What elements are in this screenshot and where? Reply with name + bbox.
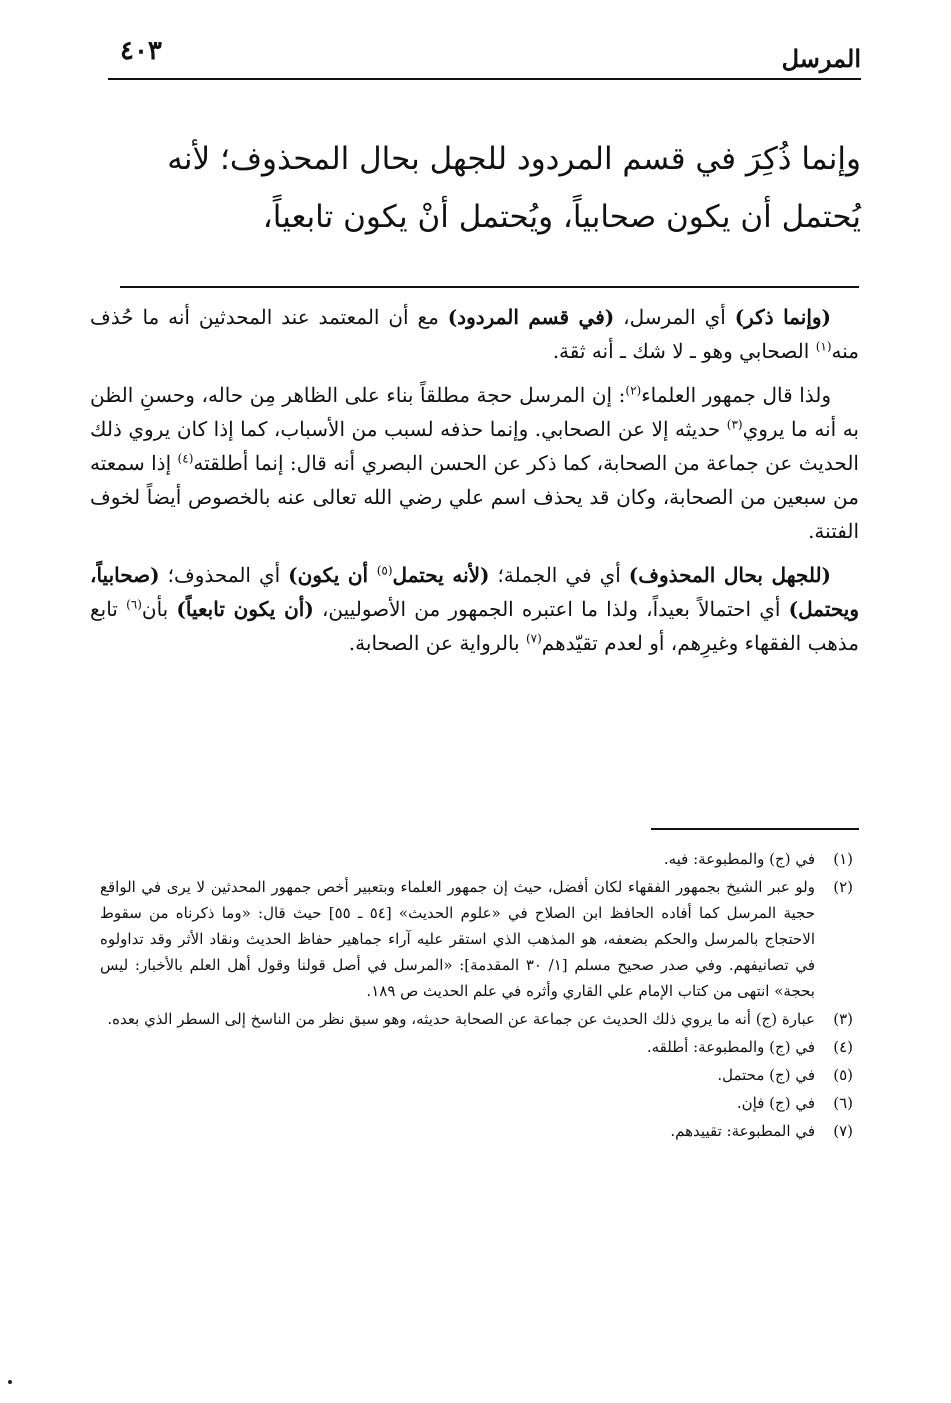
- main-text: [108, 130, 861, 246]
- page-number: ٤٠٣: [120, 36, 162, 66]
- running-header: [108, 28, 861, 80]
- footnote: [100, 1062, 853, 1088]
- footnote-text: في (ج) والمطبوعة: أطلقه.: [646, 1038, 815, 1056]
- footnote: [100, 846, 853, 872]
- quoted-phrase: (لأنه يحتمل: [392, 563, 490, 587]
- footnote: [100, 1034, 853, 1060]
- commentary-text: : إن المرسل حجة مطلقاً بناء على الظاهر مِن حاله، وحسنِ الظن به أنه ما يروي: [90, 383, 859, 441]
- footnote-marker: (١): [815, 339, 832, 354]
- commentary-text: أي في الجملة؛: [489, 563, 629, 587]
- footnote-number: (٣): [833, 1010, 853, 1028]
- footnote: [100, 874, 853, 1004]
- commentary-paragraph: [90, 558, 859, 660]
- commentary-text: مع أن المعتمد عند المحدثين أنه ما حُذف منه: [90, 305, 859, 363]
- footnote-marker: (٣): [726, 417, 743, 432]
- quoted-phrase: (صحابياً، ويحتمل): [90, 563, 859, 621]
- quoted-phrase: أن يكون): [288, 563, 377, 587]
- footnote-text: في (ج) محتمل.: [717, 1066, 815, 1084]
- chapter-title: المرسل: [781, 44, 861, 73]
- footnotes: [100, 846, 853, 1146]
- quoted-phrase: (في قسم المردود): [447, 305, 615, 329]
- quoted-phrase: (للجهل بحال المحذوف): [628, 563, 832, 587]
- quoted-phrase: (وإنما ذكر): [734, 305, 831, 329]
- main-text-line: يُحتمل أن يكون صحابياً، ويُحتمل أنْ يكون تابعياً،: [262, 199, 861, 235]
- commentary-text: حديثه إلا عن الصحابي. وإنما حذفه لسبب من الأسباب، كما إذا كان يروي ذلك الحديث عن جماعة من الصحابة، كما ذكر عن الحسن البصري أنه قال: إنما أطلقته: [90, 417, 859, 475]
- footnote-marker: (٦): [126, 597, 142, 612]
- footnote-number: (٧): [833, 1122, 853, 1140]
- footnote-marker: (٢): [625, 383, 642, 398]
- main-text-line: وإنما ذُكِرَ في قسم المردود للجهل بحال المحذوف؛ لأنه: [167, 141, 861, 177]
- footnote-number: (٤): [833, 1038, 853, 1056]
- commentary-text: ولذا قال جمهور العلماء: [641, 383, 831, 407]
- commentary-text: إذا سمعته من سبعين من الصحابة، وكان قد يحذف اسم علي رضي الله تعالى عنه بالخصوص أيضاً لخوف الفتنة.: [90, 451, 859, 543]
- footnote-rule: [651, 828, 859, 830]
- commentary: [90, 300, 859, 670]
- commentary-paragraph: [90, 300, 859, 368]
- footnote: [100, 1118, 853, 1144]
- footnote-marker: (٥): [376, 563, 393, 578]
- footnote-marker: (٧): [525, 631, 542, 646]
- footnote-text: في (ج) والمطبوعة: فيه.: [663, 850, 815, 868]
- footnote: [100, 1006, 853, 1032]
- footnote-text: في المطبوعة: تقييدهم.: [670, 1122, 815, 1140]
- footnote-marker: (٤): [177, 451, 194, 466]
- separator-rule: [120, 286, 859, 288]
- commentary-paragraph: [90, 378, 859, 548]
- commentary-text: الصحابي وهو ـ لا شك ـ أنه ثقة.: [552, 339, 816, 363]
- quoted-phrase: (أن يكون تابعياً): [176, 597, 314, 621]
- footnote-number: (٦): [833, 1094, 853, 1112]
- footnote-number: (٥): [833, 1066, 853, 1084]
- footnote-number: (١): [833, 850, 853, 868]
- footnote-text: عبارة (ج) أنه ما يروي ذلك الحديث عن جماعة عن الصحابة حديثه، وهو سبق نظر من الناسخ إلى السطر الذي بعده.: [107, 1010, 815, 1028]
- commentary-text: أي المحذوف؛: [159, 563, 289, 587]
- commentary-text: تابع مذهب الفقهاء وغيرِهم، أو لعدم تقيّدهم: [90, 597, 859, 655]
- scan-speck: [8, 1380, 12, 1384]
- footnote: [100, 1090, 853, 1116]
- footnote-text: ولو عبر الشيخ بجمهور الفقهاء لكان أفضل، حيث إن جمهور العلماء وبتعبير أخص جمهور المحدثين لا يرى في الواقع حجية المرسل كما أفاده الحافظ ابن الصلاح في «علوم الحديث» [٥٤ ـ ٥٥] حيث قال: «وما ذكرناه من سقوط الاحتجاج بالمرسل والحكم بضعفه، هو المذهب الذي استقر عليه آراء جماهير حفاظ الحديث ونقاد الأثر وقد تداولوه في تصانيفهم. وفي صدر صحيح مسلم [١/ ٣٠ المقدمة]: «المرسل في أصل قولنا وقول أهل العلم بالأخبار: ليس بحجة» انتهى من كتاب الإمام علي القاري وأثره في علم الحديث ص ١٨٩.: [100, 878, 816, 1000]
- footnote-number: (٢): [833, 878, 853, 896]
- footnote-text: في (ج) فإن.: [736, 1094, 815, 1112]
- commentary-text: بأن: [141, 597, 177, 621]
- commentary-text: أي المرسل،: [614, 305, 735, 329]
- commentary-text: أي احتمالاً بعيداً، ولذا ما اعتبره الجمهور من الأصوليين،: [313, 597, 789, 621]
- commentary-text: بالرواية عن الصحابة.: [348, 631, 526, 655]
